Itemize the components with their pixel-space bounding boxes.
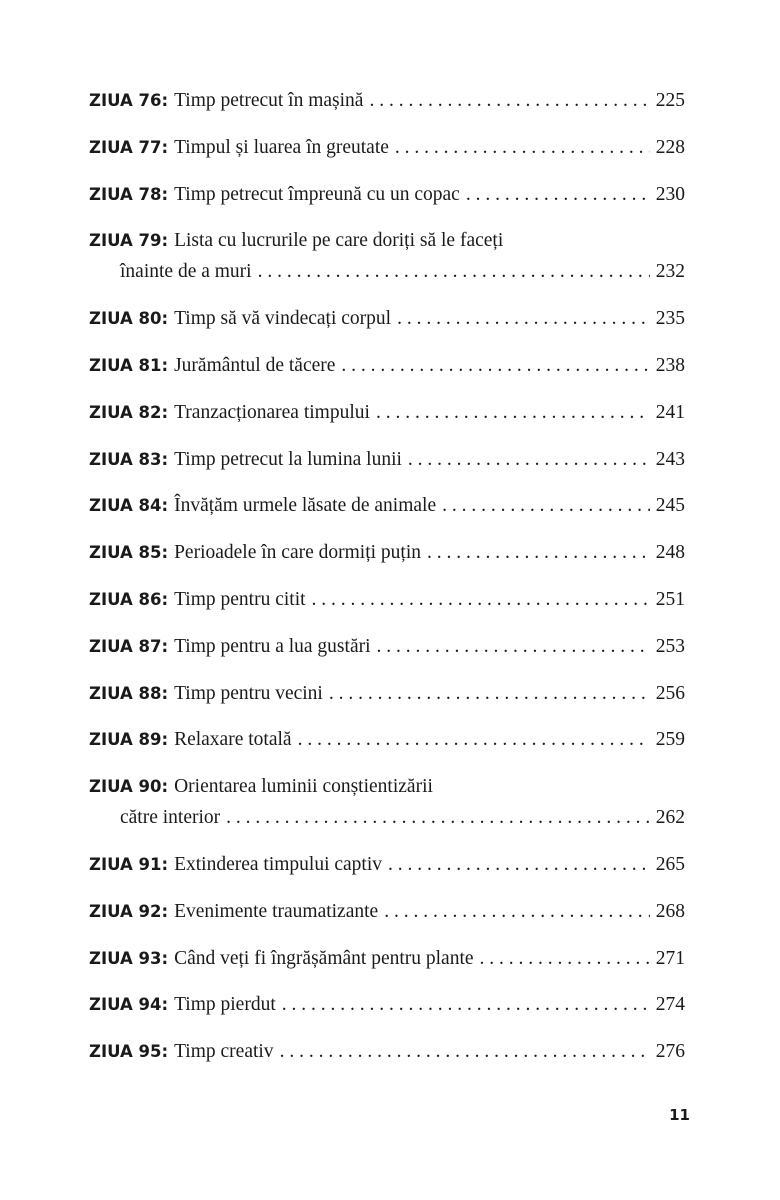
toc-page: 274: [655, 994, 685, 1016]
toc-title: Timp pentru citit: [174, 588, 306, 610]
toc-entry[interactable]: [89, 84, 685, 131]
toc-leader: [312, 583, 650, 617]
toc-page: 268: [655, 900, 685, 922]
toc-page: 241: [655, 401, 685, 423]
toc-day-label: ZIUA 86:: [89, 589, 169, 609]
toc-day-label: ZIUA 90:: [89, 777, 169, 797]
toc-page: 243: [655, 448, 685, 470]
toc-entry[interactable]: [89, 895, 685, 942]
toc-leader: [388, 848, 650, 882]
toc-entry[interactable]: [89, 583, 685, 630]
toc-page: 251: [655, 588, 685, 610]
toc-leader: [341, 349, 649, 383]
toc-leader: [258, 255, 650, 289]
toc-page: 253: [655, 635, 685, 657]
toc-entry[interactable]: [89, 302, 685, 349]
toc-day-label: ZIUA 80:: [89, 309, 169, 329]
toc-page: 232: [655, 261, 685, 283]
toc-day-label: ZIUA 77:: [89, 137, 169, 157]
toc-leader: [395, 131, 650, 165]
toc-entry[interactable]: [89, 443, 685, 490]
toc-day-label: ZIUA 84:: [89, 496, 169, 516]
toc-title: Timp pentru a lua gustări: [174, 635, 371, 657]
toc-title: Timp petrecut la lumina lunii: [174, 448, 402, 470]
toc-day-label: ZIUA 83:: [89, 449, 169, 469]
toc-title: Învățăm urmele lăsate de animale: [174, 495, 437, 517]
toc-title-continuation: înainte de a muri: [120, 261, 252, 283]
toc-entry[interactable]: [89, 178, 685, 225]
toc-day-label: ZIUA 82:: [89, 402, 169, 422]
toc-title: Timpul și luarea în greutate: [174, 136, 389, 158]
toc-title: Timp creativ: [174, 1041, 274, 1063]
toc-day-label: ZIUA 87:: [89, 636, 169, 656]
toc-page: 238: [655, 354, 685, 376]
toc-title: Orientarea luminii conștientizării: [174, 776, 433, 798]
toc-title: Când veți fi îngrășământ pentru plante: [174, 947, 474, 969]
toc-day-label: ZIUA 91:: [89, 854, 169, 874]
toc-day-label: ZIUA 89:: [89, 730, 169, 750]
toc-title: Timp petrecut împreună cu un copac: [174, 183, 460, 205]
toc-page: 271: [655, 947, 685, 969]
toc-entry[interactable]: [89, 723, 685, 770]
toc-leader: [384, 895, 650, 929]
toc-day-label: ZIUA 85:: [89, 543, 169, 563]
toc-title: Relaxare totală: [174, 729, 292, 751]
page-number: 11: [669, 1106, 690, 1124]
toc-title: Tranzacționarea timpului: [174, 401, 370, 423]
toc-title: Evenimente traumatizante: [174, 900, 379, 922]
toc-page: 228: [655, 136, 685, 158]
toc-day-label: ZIUA 92:: [89, 901, 169, 921]
toc-day-label: ZIUA 88:: [89, 683, 169, 703]
toc-day-label: ZIUA 79:: [89, 231, 169, 251]
toc-title: Timp să vă vindecați corpul: [174, 308, 392, 330]
toc-page: 259: [655, 729, 685, 751]
toc-entry[interactable]: [89, 848, 685, 895]
toc-leader: [408, 443, 650, 477]
toc-day-label: ZIUA 76:: [89, 91, 169, 110]
toc-title-continuation: către interior: [120, 807, 221, 829]
toc-leader: [427, 536, 650, 570]
toc-entry[interactable]: [89, 396, 685, 443]
toc-leader: [226, 801, 650, 835]
toc-page: 245: [655, 495, 685, 517]
toc-leader: [298, 723, 650, 757]
toc-entry[interactable]: [89, 224, 685, 302]
toc-day-label: ZIUA 95:: [89, 1042, 169, 1062]
toc-title: Jurământul de tăcere: [174, 354, 336, 376]
toc-title: Extinderea timpului captiv: [174, 853, 383, 875]
toc-entry[interactable]: [89, 131, 685, 178]
toc-page: 265: [655, 853, 685, 875]
toc-title: Timp pierdut: [174, 994, 276, 1016]
toc-page: 225: [655, 90, 685, 111]
toc-leader: [280, 1035, 650, 1069]
toc-entry[interactable]: [89, 677, 685, 724]
toc-leader: [369, 84, 649, 118]
toc-entry[interactable]: [89, 630, 685, 677]
toc-leader: [376, 396, 650, 430]
toc-page: 256: [655, 682, 685, 704]
toc-title: Timp pentru vecini: [174, 682, 323, 704]
toc-leader: [442, 489, 650, 523]
toc-page: 262: [655, 807, 685, 829]
toc-entry[interactable]: [89, 489, 685, 536]
toc-day-label: ZIUA 94:: [89, 995, 169, 1015]
toc-leader: [480, 942, 650, 976]
toc-entry[interactable]: [89, 942, 685, 989]
toc-day-label: ZIUA 81:: [89, 355, 169, 375]
toc-page: 276: [655, 1041, 685, 1063]
toc-page: 248: [655, 542, 685, 564]
toc-day-label: ZIUA 93:: [89, 948, 169, 968]
toc-title: Lista cu lucrurile pe care doriți să le faceți: [174, 230, 504, 252]
toc-entry[interactable]: [89, 770, 685, 848]
toc-leader: [282, 988, 650, 1022]
toc-day-label: ZIUA 78:: [89, 184, 169, 204]
toc-leader: [377, 630, 650, 664]
toc-leader: [329, 677, 650, 711]
toc-entry[interactable]: [89, 349, 685, 396]
toc-title: Perioadele în care dormiți puțin: [174, 542, 421, 564]
toc-leader: [397, 302, 650, 336]
toc-title: Timp petrecut în mașină: [174, 90, 364, 111]
table-of-contents: [89, 84, 685, 1082]
toc-entry[interactable]: [89, 988, 685, 1035]
toc-page: 230: [655, 183, 685, 205]
toc-entry[interactable]: [89, 536, 685, 583]
toc-page: 235: [655, 308, 685, 330]
toc-leader: [466, 178, 650, 212]
toc-entry[interactable]: [89, 1035, 685, 1082]
